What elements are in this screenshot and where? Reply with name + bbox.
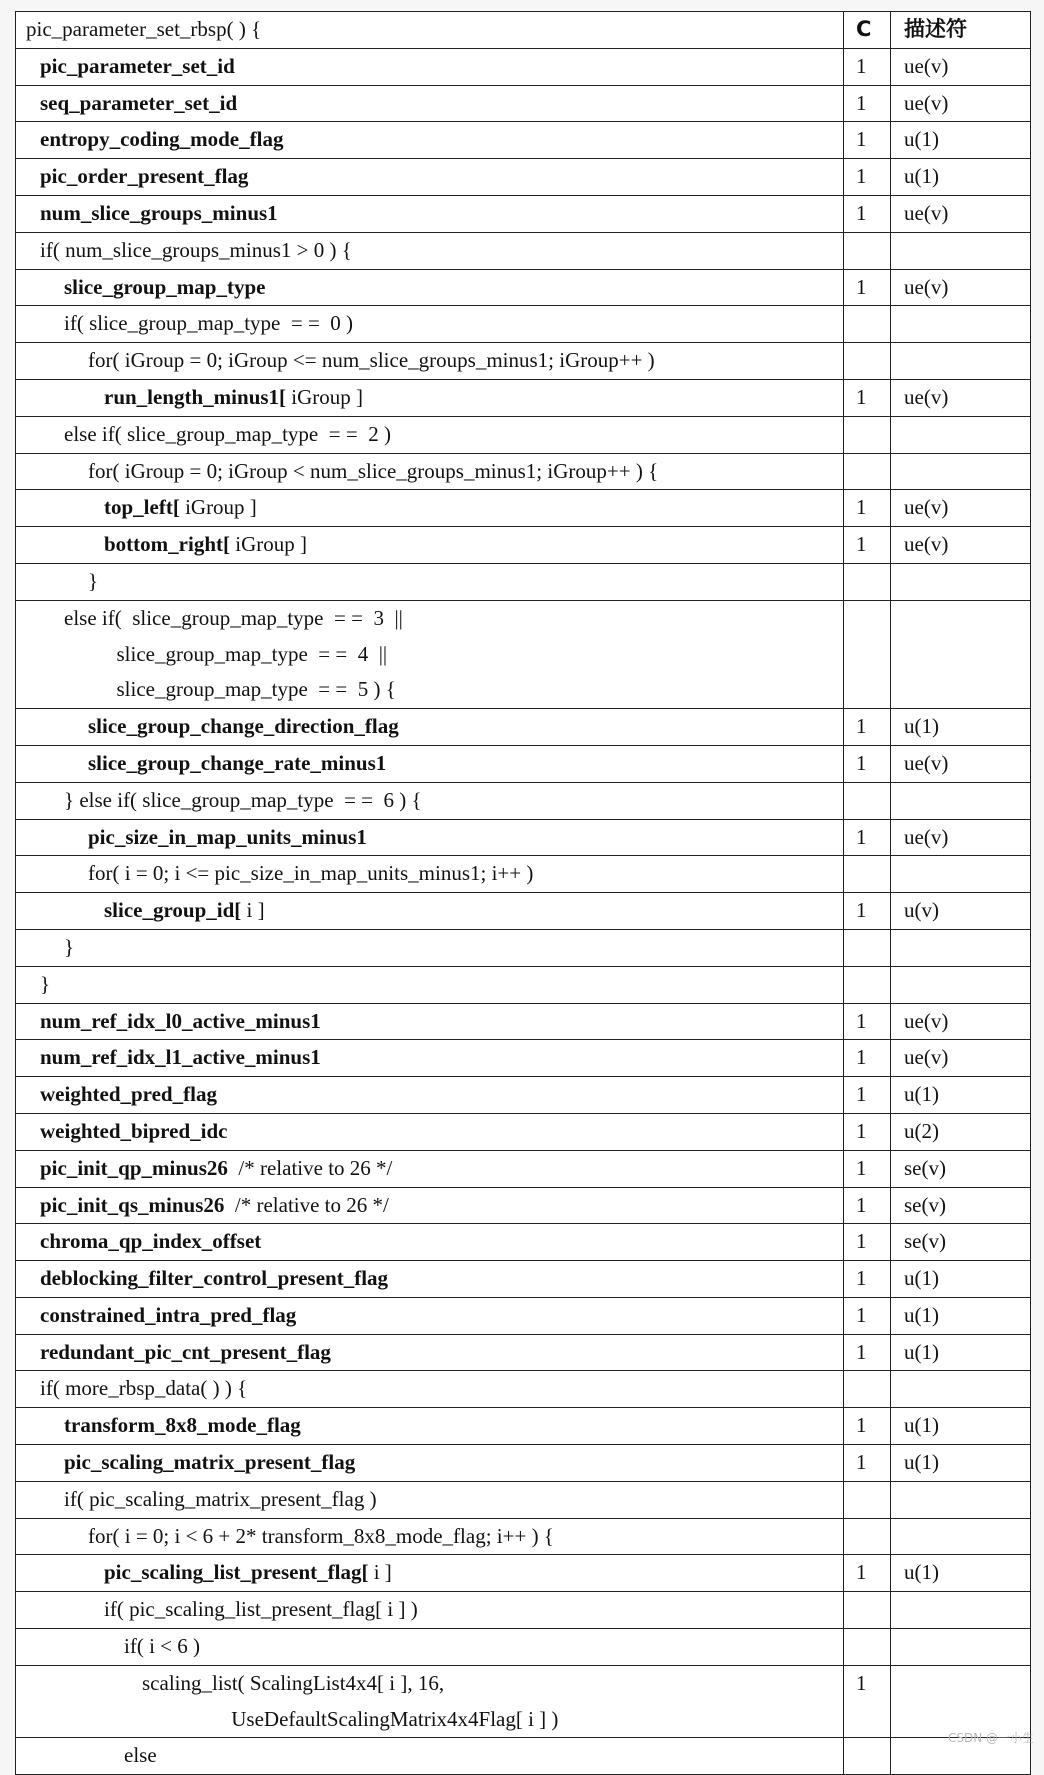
table-row <box>16 269 1031 306</box>
syntax-cell <box>16 966 844 1003</box>
syntax-cell <box>16 1445 844 1482</box>
category-cell: 1 <box>844 1040 891 1077</box>
table-row <box>16 1629 1031 1666</box>
syntax-cell <box>16 453 844 490</box>
syntax-cell <box>16 379 844 416</box>
category-cell: 1 <box>844 893 891 930</box>
syntax-text: redundant_pic_cnt_present_flag <box>40 1339 331 1364</box>
category-cell <box>844 1371 891 1408</box>
syntax-text: run_length_minus1[ <box>104 384 287 409</box>
syntax-cell <box>16 1224 844 1261</box>
descriptor-cell: u(1) <box>891 1334 1031 1371</box>
descriptor-cell: se(v) <box>891 1150 1031 1187</box>
category-cell: 1 <box>844 269 891 306</box>
table-row <box>16 966 1031 1003</box>
syntax-text: for( iGroup = 0; iGroup < num_slice_groups_minus1; iGroup++ ) { <box>88 458 659 483</box>
category-cell: 1 <box>844 379 891 416</box>
table-row <box>16 709 1031 746</box>
syntax-cell <box>16 306 844 343</box>
table-row <box>16 745 1031 782</box>
table-row <box>16 1261 1031 1298</box>
descriptor-cell: ue(v) <box>891 1003 1031 1040</box>
syntax-text: pic_parameter_set_id <box>40 53 235 78</box>
syntax-cell <box>16 856 844 893</box>
category-cell: 1 <box>844 1665 891 1738</box>
category-cell: 1 <box>844 1261 891 1298</box>
table-row <box>16 159 1031 196</box>
syntax-arg: iGroup ] <box>229 532 307 557</box>
pps-syntax-table <box>15 11 1031 1775</box>
syntax-text: slice_group_map_type <box>64 274 266 299</box>
table-row <box>16 1665 1031 1738</box>
syntax-arg: /* relative to 26 */ <box>224 1192 389 1217</box>
descriptor-cell: ue(v) <box>891 269 1031 306</box>
descriptor-cell: ue(v) <box>891 490 1031 527</box>
category-cell: 1 <box>844 122 891 159</box>
table-row <box>16 1481 1031 1518</box>
syntax-text: pic_init_qp_minus26 <box>40 1155 228 1180</box>
descriptor-cell <box>891 232 1031 269</box>
category-cell <box>844 453 891 490</box>
descriptor-cell <box>891 1481 1031 1518</box>
syntax-text: scaling_list( ScalingList4x4[ i ], 16, <box>142 1670 445 1695</box>
syntax-text: weighted_pred_flag <box>40 1082 217 1107</box>
table-row <box>16 490 1031 527</box>
syntax-text: for( iGroup = 0; iGroup <= num_slice_groups_minus1; iGroup++ ) <box>88 348 655 373</box>
category-cell: 1 <box>844 490 891 527</box>
syntax-cell <box>16 195 844 232</box>
syntax-cell <box>16 269 844 306</box>
table-row <box>16 416 1031 453</box>
syntax-text: } <box>64 934 75 959</box>
category-cell: 1 <box>844 1003 891 1040</box>
category-cell: 1 <box>844 1187 891 1224</box>
table-row <box>16 1555 1031 1592</box>
syntax-text: pic_init_qs_minus26 <box>40 1192 225 1217</box>
table-row <box>16 782 1031 819</box>
table-row <box>16 1592 1031 1629</box>
syntax-cell <box>16 1334 844 1371</box>
table-row <box>16 563 1031 600</box>
syntax-cell <box>16 1592 844 1629</box>
syntax-text: slice_group_change_direction_flag <box>88 714 399 739</box>
table-row <box>16 929 1031 966</box>
descriptor-cell: u(1) <box>891 1408 1031 1445</box>
syntax-cell <box>16 893 844 930</box>
descriptor-cell <box>891 563 1031 600</box>
syntax-text: seq_parameter_set_id <box>40 90 238 115</box>
table-row <box>16 600 1031 708</box>
table-row <box>16 1334 1031 1371</box>
syntax-cell <box>16 85 844 122</box>
syntax-text: pic_scaling_list_present_flag[ <box>104 1560 369 1585</box>
syntax-cell <box>16 490 844 527</box>
descriptor-cell <box>891 306 1031 343</box>
syntax-text: num_ref_idx_l0_active_minus1 <box>40 1008 321 1033</box>
syntax-cell <box>16 563 844 600</box>
table-row <box>16 122 1031 159</box>
syntax-cell <box>16 600 844 708</box>
category-cell: 1 <box>844 195 891 232</box>
descriptor-cell: ue(v) <box>891 85 1031 122</box>
category-cell <box>844 306 891 343</box>
syntax-cell <box>16 1738 844 1775</box>
descriptor-cell: u(1) <box>891 1445 1031 1482</box>
table-row <box>16 893 1031 930</box>
syntax-arg: /* relative to 26 */ <box>227 1155 393 1180</box>
syntax-text: constrained_intra_pred_flag <box>40 1302 297 1327</box>
syntax-text: } <box>88 568 99 593</box>
category-cell: 1 <box>844 1445 891 1482</box>
table-row <box>16 819 1031 856</box>
category-cell <box>844 1738 891 1775</box>
category-cell <box>844 856 891 893</box>
descriptor-cell <box>891 929 1031 966</box>
syntax-cell <box>16 1665 844 1738</box>
table-row <box>16 1040 1031 1077</box>
category-cell <box>844 929 891 966</box>
table-row <box>16 1077 1031 1114</box>
syntax-text: if( more_rbsp_data( ) ) { <box>40 1376 248 1401</box>
syntax-cell <box>16 819 844 856</box>
descriptor-cell: u(1) <box>891 159 1031 196</box>
table-row <box>16 48 1031 85</box>
syntax-cell <box>16 1113 844 1150</box>
descriptor-cell: u(1) <box>891 1261 1031 1298</box>
syntax-cell <box>16 1187 844 1224</box>
descriptor-cell <box>891 782 1031 819</box>
syntax-cell <box>16 1261 844 1298</box>
descriptor-cell: se(v) <box>891 1187 1031 1224</box>
syntax-text: num_ref_idx_l1_active_minus1 <box>40 1045 321 1070</box>
syntax-cell <box>16 122 844 159</box>
table-row <box>16 1113 1031 1150</box>
syntax-cell <box>16 1371 844 1408</box>
syntax-text: slice_group_map_type = = 4 || <box>64 641 388 666</box>
descriptor-cell <box>891 1665 1031 1738</box>
header-row <box>16 12 1031 49</box>
syntax-text: else if( slice_group_map_type = = 2 ) <box>64 421 391 446</box>
syntax-cell <box>16 232 844 269</box>
syntax-text: slice_group_map_type = = 5 ) { <box>64 677 396 702</box>
syntax-cell <box>16 1297 844 1334</box>
category-cell: 1 <box>844 819 891 856</box>
descriptor-cell <box>891 600 1031 708</box>
header-c: C <box>844 12 891 49</box>
syntax-arg: i ] <box>368 1560 392 1585</box>
table-row <box>16 1297 1031 1334</box>
descriptor-cell: u(v) <box>891 893 1031 930</box>
syntax-arg: i ] <box>241 898 265 923</box>
syntax-text: deblocking_filter_control_present_flag <box>40 1266 389 1291</box>
syntax-cell <box>16 1481 844 1518</box>
syntax-cell <box>16 1408 844 1445</box>
descriptor-cell: ue(v) <box>891 745 1031 782</box>
category-cell: 1 <box>844 1334 891 1371</box>
descriptor-cell: ue(v) <box>891 819 1031 856</box>
category-cell <box>844 232 891 269</box>
table-row <box>16 856 1031 893</box>
table-row <box>16 1187 1031 1224</box>
category-cell <box>844 600 891 708</box>
category-cell: 1 <box>844 745 891 782</box>
syntax-cell <box>16 745 844 782</box>
descriptor-cell: ue(v) <box>891 379 1031 416</box>
descriptor-cell: u(2) <box>891 1113 1031 1150</box>
descriptor-cell <box>891 1371 1031 1408</box>
header-descriptor: 描述符 <box>891 12 1031 49</box>
table-row <box>16 232 1031 269</box>
table-row <box>16 1738 1031 1775</box>
table-row <box>16 85 1031 122</box>
syntax-text: for( i = 0; i <= pic_size_in_map_units_minus1; i++ ) <box>88 861 534 886</box>
syntax-cell <box>16 343 844 380</box>
category-cell <box>844 1629 891 1666</box>
category-cell <box>844 1592 891 1629</box>
table-row <box>16 453 1031 490</box>
syntax-text: transform_8x8_mode_flag <box>64 1413 301 1438</box>
syntax-text: slice_group_change_rate_minus1 <box>88 750 387 775</box>
category-cell: 1 <box>844 1408 891 1445</box>
syntax-text: slice_group_id[ <box>104 898 242 923</box>
descriptor-cell <box>891 1592 1031 1629</box>
category-cell <box>844 416 891 453</box>
table-row <box>16 379 1031 416</box>
syntax-text: for( i = 0; i < 6 + 2* transform_8x8_mode_flag; i++ ) { <box>88 1523 554 1548</box>
syntax-cell <box>16 159 844 196</box>
syntax-cell <box>16 929 844 966</box>
category-cell: 1 <box>844 709 891 746</box>
syntax-text: weighted_bipred_idc <box>40 1118 228 1143</box>
descriptor-cell: ue(v) <box>891 527 1031 564</box>
syntax-text: else if( slice_group_map_type = = 3 || <box>64 605 403 630</box>
syntax-text: pic_order_present_flag <box>40 164 249 189</box>
category-cell: 1 <box>844 1224 891 1261</box>
syntax-cell <box>16 1518 844 1555</box>
syntax-cell <box>16 1077 844 1114</box>
descriptor-cell <box>891 1629 1031 1666</box>
category-cell <box>844 966 891 1003</box>
table-row <box>16 306 1031 343</box>
category-cell <box>844 563 891 600</box>
descriptor-cell <box>891 453 1031 490</box>
syntax-text: else <box>124 1743 157 1768</box>
descriptor-cell: se(v) <box>891 1224 1031 1261</box>
table-row <box>16 343 1031 380</box>
descriptor-cell <box>891 966 1031 1003</box>
descriptor-cell: u(1) <box>891 709 1031 746</box>
descriptor-cell: u(1) <box>891 1555 1031 1592</box>
syntax-text: chroma_qp_index_offset <box>40 1229 262 1254</box>
syntax-cell <box>16 1150 844 1187</box>
syntax-cell <box>16 1003 844 1040</box>
category-cell: 1 <box>844 1077 891 1114</box>
syntax-cell <box>16 48 844 85</box>
syntax-cell <box>16 1629 844 1666</box>
syntax-arg: iGroup ] <box>179 495 257 520</box>
watermark: CSDN @一小生 <box>947 1731 1034 1745</box>
syntax-cell <box>16 527 844 564</box>
category-cell: 1 <box>844 527 891 564</box>
category-cell: 1 <box>844 1297 891 1334</box>
descriptor-cell: u(1) <box>891 1077 1031 1114</box>
table-row <box>16 1003 1031 1040</box>
descriptor-cell: ue(v) <box>891 195 1031 232</box>
category-cell: 1 <box>844 1113 891 1150</box>
category-cell <box>844 782 891 819</box>
category-cell <box>844 1518 891 1555</box>
descriptor-cell: ue(v) <box>891 1040 1031 1077</box>
category-cell: 1 <box>844 85 891 122</box>
syntax-text: if( slice_group_map_type = = 0 ) <box>64 311 354 336</box>
syntax-cell <box>16 1040 844 1077</box>
syntax-text: UseDefaultScalingMatrix4x4Flag[ i ] ) <box>142 1706 559 1731</box>
descriptor-cell: ue(v) <box>891 48 1031 85</box>
category-cell: 1 <box>844 159 891 196</box>
table-row <box>16 527 1031 564</box>
syntax-text: if( i < 6 ) <box>124 1634 200 1659</box>
table-row <box>16 1408 1031 1445</box>
syntax-cell <box>16 1555 844 1592</box>
syntax-text: top_left[ <box>104 495 180 520</box>
syntax-text: bottom_right[ <box>104 532 230 557</box>
table-row <box>16 1445 1031 1482</box>
syntax-text: if( pic_scaling_list_present_flag[ i ] ) <box>104 1597 418 1622</box>
category-cell: 1 <box>844 1150 891 1187</box>
header-syntax: pic_parameter_set_rbsp( ) { <box>16 12 844 49</box>
syntax-text: } else if( slice_group_map_type = = 6 ) { <box>64 787 422 812</box>
syntax-text: num_slice_groups_minus1 <box>40 200 278 225</box>
category-cell <box>844 1481 891 1518</box>
descriptor-cell <box>891 343 1031 380</box>
syntax-arg: iGroup ] <box>286 384 364 409</box>
descriptor-cell: u(1) <box>891 1297 1031 1334</box>
syntax-text: if( pic_scaling_matrix_present_flag ) <box>64 1486 377 1511</box>
descriptor-cell <box>891 856 1031 893</box>
syntax-cell <box>16 416 844 453</box>
category-cell: 1 <box>844 1555 891 1592</box>
syntax-text: entropy_coding_mode_flag <box>40 127 284 152</box>
syntax-cell <box>16 782 844 819</box>
syntax-cell <box>16 709 844 746</box>
table-row <box>16 1224 1031 1261</box>
table-row <box>16 195 1031 232</box>
syntax-text: if( num_slice_groups_minus1 > 0 ) { <box>40 237 352 262</box>
category-cell: 1 <box>844 48 891 85</box>
descriptor-cell <box>891 1518 1031 1555</box>
syntax-text: pic_size_in_map_units_minus1 <box>88 824 367 849</box>
table-row <box>16 1371 1031 1408</box>
syntax-text: } <box>40 971 51 996</box>
category-cell <box>844 343 891 380</box>
descriptor-cell: u(1) <box>891 122 1031 159</box>
descriptor-cell <box>891 416 1031 453</box>
table-row <box>16 1518 1031 1555</box>
table-row <box>16 1150 1031 1187</box>
syntax-text: pic_scaling_matrix_present_flag <box>64 1450 356 1475</box>
